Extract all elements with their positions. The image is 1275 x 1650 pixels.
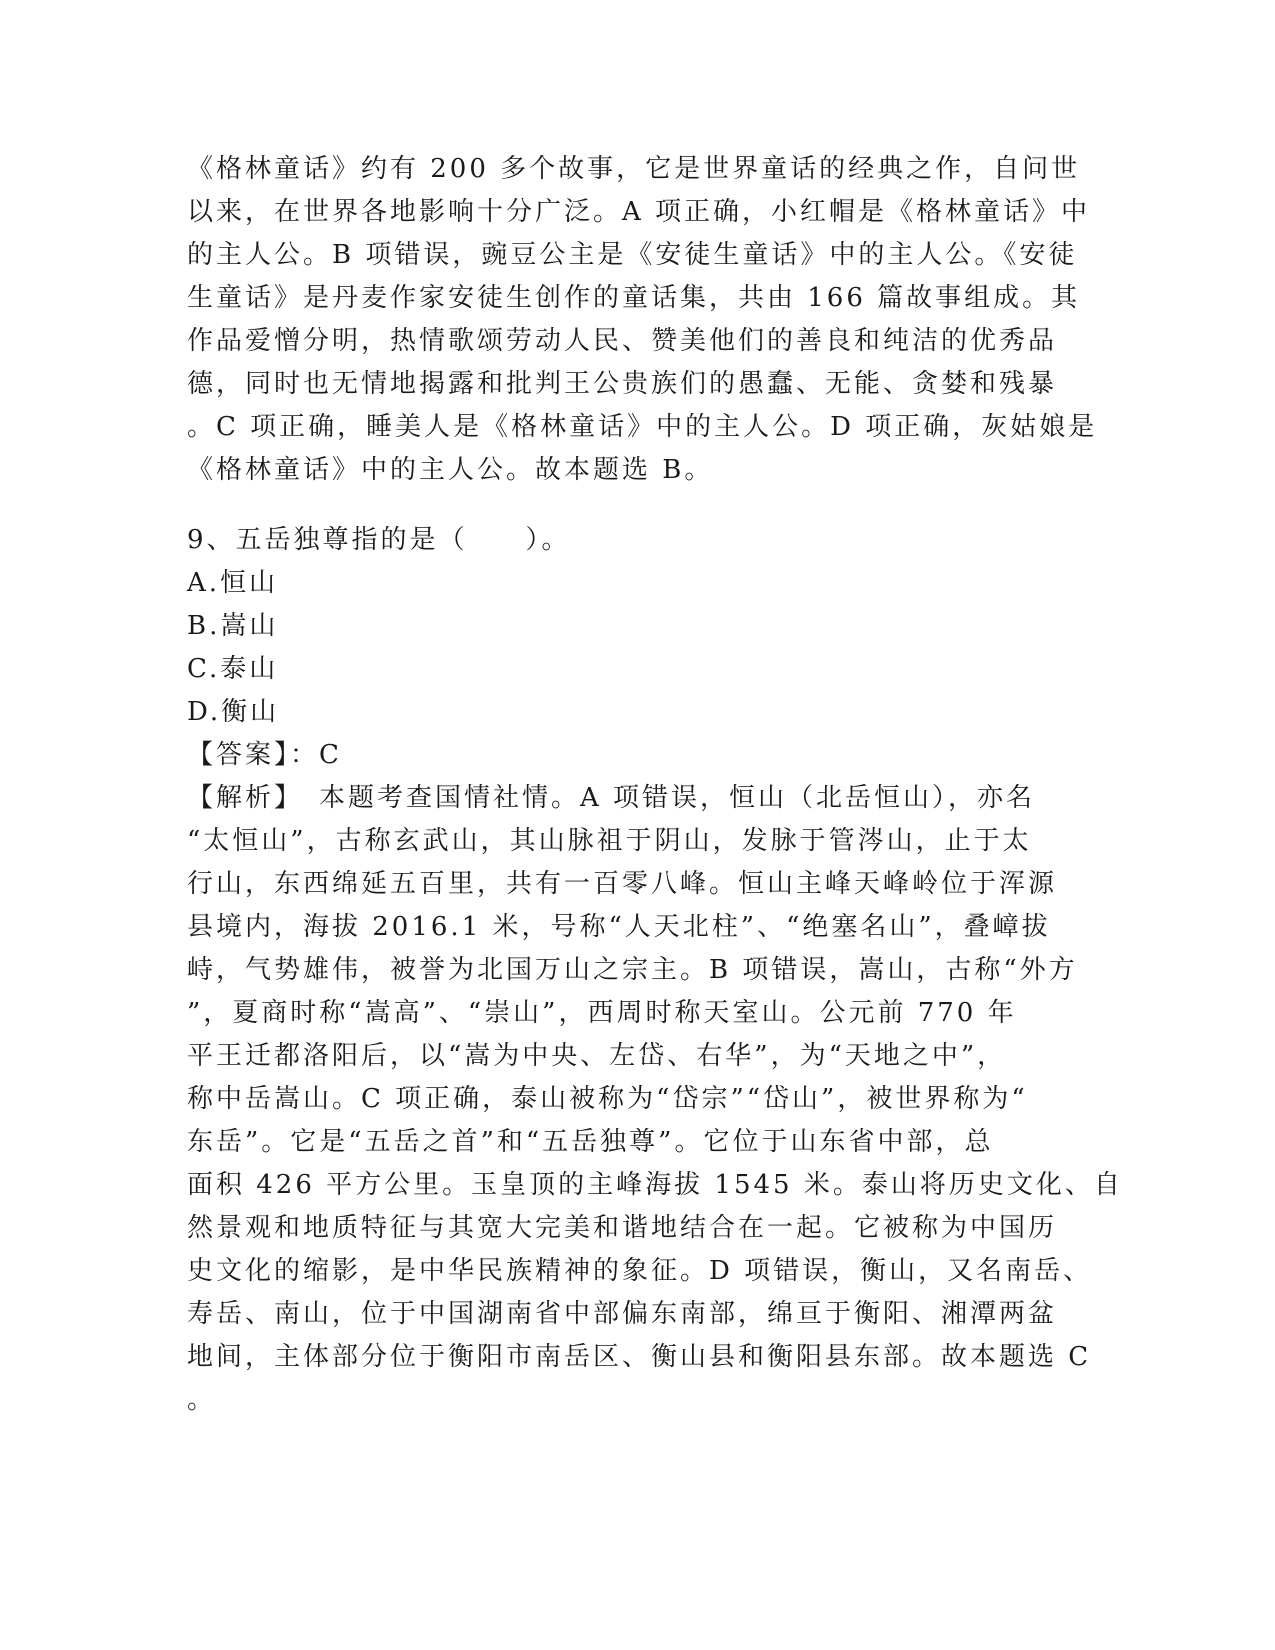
text-line: ”，夏商时称“嵩高”、“崇山”，西周时称天室山。公元前 770 年 xyxy=(187,998,1017,1028)
text-line: 生童话》是丹麦作家安徒生创作的童话集，共由 166 篇故事组成。其 xyxy=(187,283,1081,313)
text-line: 行山，东西绵延五百里，共有一百零八峰。恒山主峰天峰岭位于浑源 xyxy=(187,869,1058,899)
text-line: 史文化的缩影，是中华民族精神的象征。D 项错误，衡山，又名南岳、 xyxy=(187,1256,1093,1286)
text-line: 。C 项正确，睡美人是《格林童话》中的主人公。D 项正确，灰姑娘是 xyxy=(187,412,1098,442)
text-line: 《格林童话》约有 200 多个故事，它是世界童话的经典之作，自问世 xyxy=(187,154,1081,184)
previous-analysis-paragraph xyxy=(187,148,1098,492)
option-c: C.泰山 xyxy=(187,654,279,684)
text-line: 《格林童话》中的主人公。故本题选 B。 xyxy=(187,455,714,485)
text-line: 以来，在世界各地影响十分广泛。A 项正确，小红帽是《格林童话》中 xyxy=(187,197,1091,227)
text-line: 然景观和地质特征与其宽大完美和谐地结合在一起。它被称为中国历 xyxy=(187,1213,1058,1243)
text-line: 作品爱憎分明，热情歌颂劳动人民、赞美他们的善良和纯洁的优秀品 xyxy=(187,326,1058,356)
text-line: 称中岳嵩山。C 项正确，泰山被称为“岱宗”“岱山”，被世界称为“ xyxy=(187,1084,1028,1114)
text-line: “太恒山”，古称玄武山，其山脉祖于阴山，发脉于管涔山，止于太 xyxy=(187,826,1032,856)
text-line: 平王迁都洛阳后，以“嵩为中央、左岱、右华”，为“天地之中”， xyxy=(187,1041,1007,1071)
text-line: 地间，主体部分位于衡阳市南岳区、衡山县和衡阳县东部。故本题选 C xyxy=(187,1342,1092,1372)
text-line: 峙，气势雄伟，被誉为北国万山之宗主。B 项错误，嵩山，古称“外方 xyxy=(187,955,1078,985)
text-line: 寿岳、南山，位于中国湖南省中部偏东南部，绵亘于衡阳、湘潭两盆 xyxy=(187,1299,1058,1329)
analysis-paragraph xyxy=(187,777,1123,1422)
question-9 xyxy=(187,519,1123,1422)
option-d: D.衡山 xyxy=(187,697,280,727)
text-line: 面积 426 平方公里。玉皇顶的主峰海拔 1545 米。泰山将历史文化、自 xyxy=(187,1170,1123,1200)
option-a: A.恒山 xyxy=(187,568,279,598)
answer-line: 【答案】：C xyxy=(187,740,342,770)
text-line: 的主人公。B 项错误，豌豆公主是《安徒生童话》中的主人公。《安徒 xyxy=(187,240,1078,270)
question-stem: 9、五岳独尊指的是（ ）。 xyxy=(187,525,571,555)
text-line: 【解析】 本题考查国情社情。A 项错误，恒山（北岳恒山），亦名 xyxy=(187,783,1036,813)
text-line: 东岳”。它是“五岳之首”和“五岳独尊”。它位于山东省中部，总 xyxy=(187,1127,994,1157)
text-line: 县境内，海拔 2016.1 米，号称“人天北柱”、“绝塞名山”，叠嶂拔 xyxy=(187,912,1051,942)
text-line: 。 xyxy=(187,1385,217,1415)
text-line: 德，同时也无情地揭露和批判王公贵族们的愚蠢、无能、贪婪和残暴 xyxy=(187,369,1058,399)
option-b: B.嵩山 xyxy=(187,611,279,641)
